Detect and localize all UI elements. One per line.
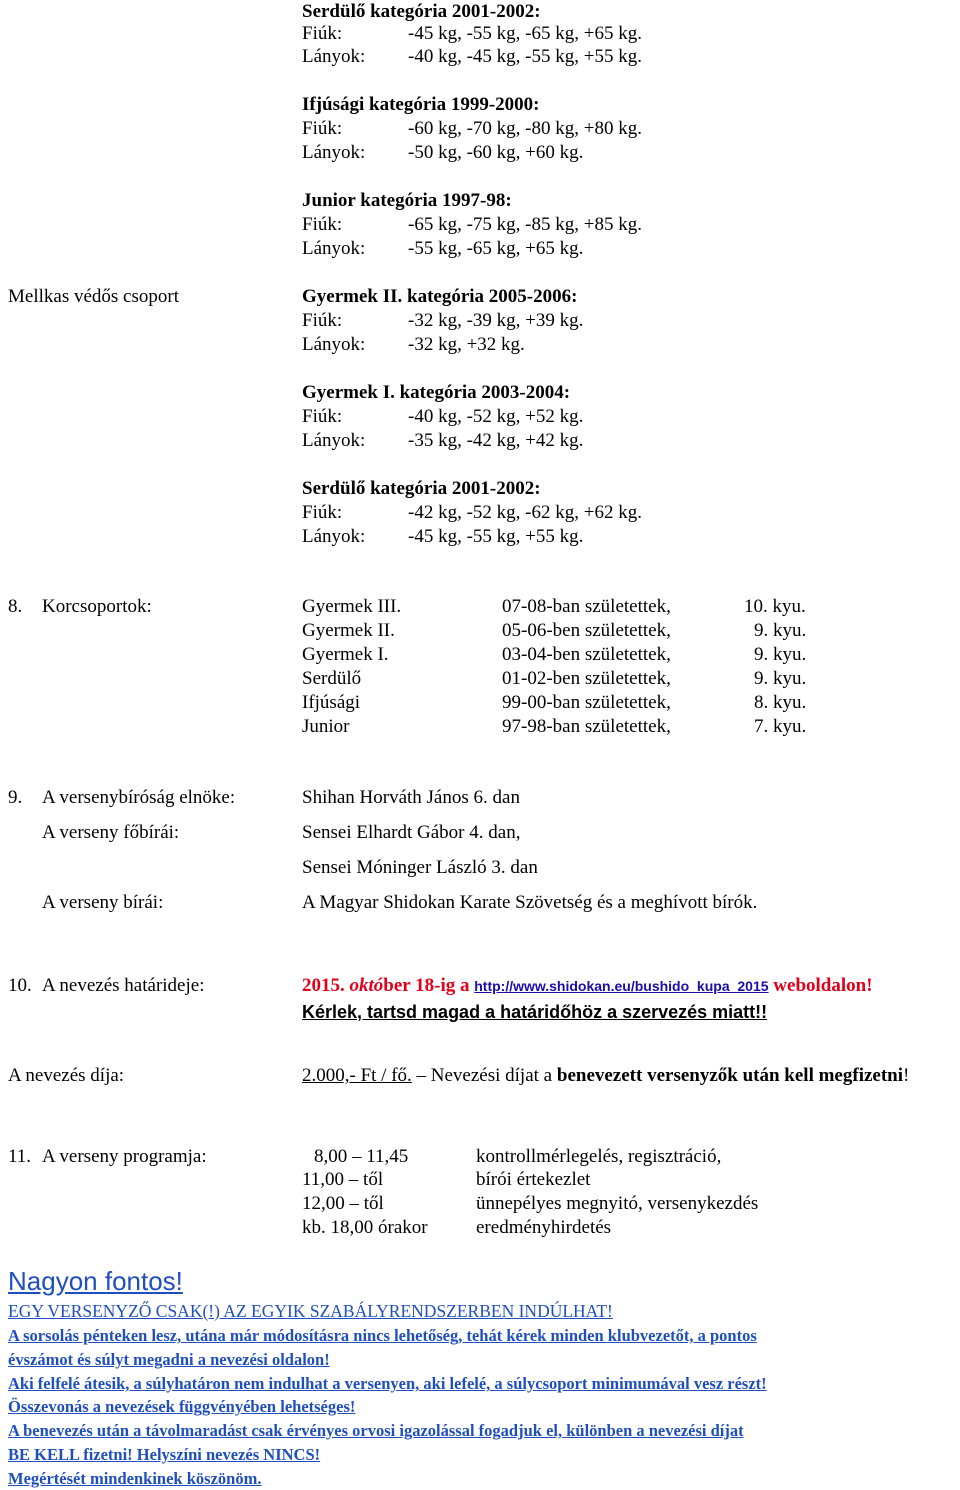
age-group-kyu: 9. kyu. [754, 644, 807, 665]
deadline-month-italic: októ [349, 975, 384, 996]
mellkas-serd-girls: -45 kg, -55 kg, +55 kg. [408, 526, 584, 547]
fee-note-end: ! [903, 1065, 910, 1086]
age-group-born: 05-06-ben születettek, [502, 620, 671, 641]
deadline-date: 2015. [302, 975, 350, 996]
mellkas-gy1-girls: -35 kg, -42 kg, +42 kg. [408, 430, 584, 451]
serdulo-heading: Serdülő kategória 2001-2002: [302, 1, 541, 22]
junior-girls-label: Lányok: [302, 238, 366, 259]
serdulo-boys-weights: -45 kg, -55 kg, -65 kg, +65 kg. [408, 23, 642, 44]
age-group-kyu: 9. kyu. [754, 668, 807, 689]
mellkas-label: Mellkas védős csoport [8, 286, 179, 307]
age-group-name: Gyermek I. [302, 644, 389, 665]
mellkas-serd-boys-label: Fiúk: [302, 502, 343, 523]
junior-heading: Junior kategória 1997-98: [302, 190, 512, 211]
serdulo-girls-weights: -40 kg, -45 kg, -55 kg, +55 kg. [408, 46, 642, 67]
mellkas-gy1-boys: -40 kg, -52 kg, +52 kg. [408, 406, 584, 427]
fee-note-bold: benevezett versenyzők után kell megfizetni [556, 1065, 904, 1086]
judges-label: A verseny bírái: [42, 892, 164, 913]
important-line: A sorsolás pénteken lesz, utána már módosításra nincs lehetőség, tehát kérek minden klubvezetőt, a pontos [8, 1326, 757, 1345]
section8-title: Korcsoportok: [42, 596, 152, 617]
fee-line [302, 1065, 909, 1087]
important-line: évszámot és súlyt megadni a nevezési oldalon! [8, 1350, 330, 1369]
deadline-date-rest: ber 18-ig a [383, 975, 475, 996]
age-group-born: 07-08-ban születettek, [502, 596, 671, 617]
ifjusagi-boys-weights: -60 kg, -70 kg, -80 kg, +80 kg. [408, 118, 642, 139]
important-line: A benevezés után a távolmaradást csak érvényes orvosi igazolással fogadjuk el, különben a nevezési díjat [8, 1421, 744, 1440]
jury-president: Shihan Horváth János 6. dan [302, 787, 520, 808]
age-group-name: Gyermek III. [302, 596, 402, 617]
registration-link[interactable]: http://www.shidokan.eu/bushido_kupa_2015 [474, 978, 769, 994]
important-line: BE KELL fizetni! Helyszíni nevezés NINCS! [8, 1445, 321, 1464]
deadline-website: weboldalon! [768, 975, 873, 996]
section8-number: 8. [8, 596, 23, 617]
age-group-kyu: 10. kyu. [744, 596, 806, 617]
age-group-name: Ifjúsági [302, 692, 361, 713]
section10-title: A nevezés határideje: [42, 975, 205, 996]
age-group-born: 01-02-ben születettek, [502, 668, 671, 689]
chief-judge-1: Sensei Elhardt Gábor 4. dan, [302, 822, 521, 843]
judges-text: A Magyar Shidokan Karate Szövetség és a meghívott bírók. [302, 892, 758, 913]
deadline-line [302, 975, 873, 997]
program-time: 11,00 – től [302, 1169, 384, 1190]
ifjusagi-boys-label: Fiúk: [302, 118, 343, 139]
mellkas-serd-heading: Serdülő kategória 2001-2002: [302, 478, 541, 499]
mellkas-serd-girls-label: Lányok: [302, 526, 366, 547]
age-group-kyu: 7. kyu. [754, 716, 807, 737]
junior-girls-weights: -55 kg, -65 kg, +65 kg. [408, 238, 584, 259]
mellkas-gy1-girls-label: Lányok: [302, 430, 366, 451]
section10-number: 10. [8, 975, 32, 996]
chief-judges-label: A verseny főbírái: [42, 822, 180, 843]
age-group-name: Gyermek II. [302, 620, 395, 641]
program-time: 8,00 – 11,45 [314, 1146, 409, 1167]
mellkas-serd-boys: -42 kg, -52 kg, -62 kg, +62 kg. [408, 502, 642, 523]
mellkas-gy1-boys-label: Fiúk: [302, 406, 343, 427]
important-line: EGY VERSENYZŐ CSAK(!) AZ EGYIK SZABÁLYRENDSZERBEN INDÚLHAT! [8, 1301, 613, 1321]
important-line: Megértését mindenkinek köszönöm. [8, 1469, 262, 1488]
age-group-kyu: 8. kyu. [754, 692, 807, 713]
section9-number: 9. [8, 787, 23, 808]
important-title: Nagyon fontos! [8, 1266, 183, 1296]
fee-note-a: Nevezési díjat a [430, 1065, 557, 1086]
age-group-name: Junior [302, 716, 350, 737]
mellkas-gy2-girls: -32 kg, +32 kg. [408, 334, 525, 355]
mellkas-gy2-boys-label: Fiúk: [302, 310, 343, 331]
program-event: bírói értekezlet [476, 1169, 591, 1190]
section11-title: A verseny programja: [42, 1146, 207, 1167]
fee-label: A nevezés díja: [8, 1065, 125, 1086]
section9-title: A versenybíróság elnöke: [42, 787, 236, 808]
program-event: eredményhirdetés [476, 1217, 612, 1238]
age-group-born: 03-04-ben születettek, [502, 644, 671, 665]
deadline-note: Kérlek, tartsd magad a határidőhöz a szervezés miatt!! [302, 1002, 768, 1022]
age-group-born: 97-98-ban születettek, [502, 716, 671, 737]
mellkas-gy2-boys: -32 kg, -39 kg, +39 kg. [408, 310, 584, 331]
age-group-born: 99-00-ban születettek, [502, 692, 671, 713]
important-line: Aki felfelé átesik, a súlyhatáron nem indulhat a versenyen, aki lefelé, a súlycsoport minimumával vesz részt! [8, 1374, 767, 1393]
serdulo-girls-label: Lányok: [302, 46, 366, 67]
junior-boys-label: Fiúk: [302, 214, 343, 235]
section11-number: 11. [8, 1146, 32, 1167]
ifjusagi-heading: Ifjúsági kategória 1999-2000: [302, 94, 540, 115]
fee-amount: 2.000,- Ft / fő. [302, 1065, 412, 1086]
junior-boys-weights: -65 kg, -75 kg, -85 kg, +85 kg. [408, 214, 642, 235]
mellkas-gy2-girls-label: Lányok: [302, 334, 366, 355]
program-event: ünnepélyes megnyitó, versenykezdés [476, 1193, 759, 1214]
ifjusagi-girls-weights: -50 kg, -60 kg, +60 kg. [408, 142, 584, 163]
program-time: kb. 18,00 órakor [302, 1217, 428, 1238]
program-event: kontrollmérlegelés, regisztráció, [476, 1146, 722, 1167]
important-line: Összevonás a nevezések függvényében lehetséges! [8, 1397, 356, 1416]
chief-judge-2: Sensei Móninger László 3. dan [302, 857, 538, 878]
mellkas-gy2-heading: Gyermek II. kategória 2005-2006: [302, 286, 578, 307]
age-group-name: Serdülő [302, 668, 362, 689]
program-time: 12,00 – től [302, 1193, 384, 1214]
mellkas-gy1-heading: Gyermek I. kategória 2003-2004: [302, 382, 571, 403]
ifjusagi-girls-label: Lányok: [302, 142, 366, 163]
fee-separator: – [411, 1065, 431, 1086]
serdulo-boys-label: Fiúk: [302, 23, 343, 44]
age-group-kyu: 9. kyu. [754, 620, 807, 641]
